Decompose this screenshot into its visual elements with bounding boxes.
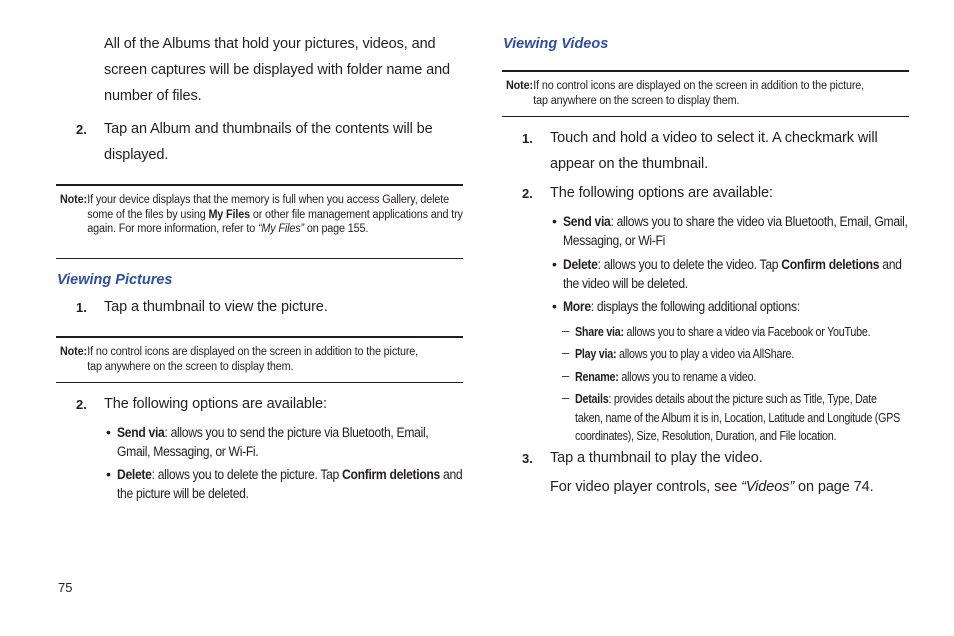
bullet-item: More: displays the following additional options: bbox=[563, 299, 800, 314]
note-text: If no control icons are displayed on the screen in addition to the picture, tap anywhere on the screen to display them. bbox=[87, 346, 419, 373]
step-text: The following options are available: bbox=[104, 396, 327, 412]
dash-icon: – bbox=[562, 323, 570, 338]
dash-icon: – bbox=[562, 368, 570, 383]
bullet-icon: • bbox=[552, 298, 557, 314]
note-label: Note: bbox=[60, 194, 87, 206]
note-top-rule bbox=[56, 336, 463, 338]
dash-icon: – bbox=[562, 390, 570, 405]
dash-icon: – bbox=[562, 345, 570, 360]
note-box bbox=[60, 345, 436, 374]
note-box bbox=[60, 193, 464, 237]
section-heading: Viewing Pictures bbox=[57, 272, 173, 288]
step-text: Tap an Album and thumbnails of the contents will be displayed. bbox=[104, 121, 433, 163]
step-number: 2. bbox=[76, 397, 87, 412]
note-bottom-rule bbox=[56, 382, 463, 383]
bullet-item: Delete: allows you to delete the video. Tap Confirm deletions and the video will be deleted. bbox=[563, 257, 902, 291]
step-number: 3. bbox=[522, 451, 533, 466]
page-number: 75 bbox=[58, 580, 73, 595]
video-controls-reference: For video player controls, see “Videos” on page 74. bbox=[550, 479, 874, 495]
step-number: 2. bbox=[76, 122, 87, 137]
note-top-rule bbox=[56, 184, 463, 186]
bullet-icon: • bbox=[106, 466, 111, 482]
note-box bbox=[506, 79, 882, 108]
sub-option-item: Play via: allows you to play a video via AllShare. bbox=[575, 347, 794, 361]
note-bottom-rule bbox=[502, 116, 909, 117]
step-text: The following options are available: bbox=[550, 185, 773, 201]
note-label: Note: bbox=[60, 346, 87, 358]
step-number: 2. bbox=[522, 186, 533, 201]
step-text: Touch and hold a video to select it. A checkmark will appear on the thumbnail. bbox=[550, 130, 878, 172]
step-number: 1. bbox=[522, 131, 533, 146]
step-text: Tap a thumbnail to play the video. bbox=[550, 450, 763, 466]
note-text: If no control icons are displayed on the screen in addition to the picture, tap anywhere on the screen to display them. bbox=[533, 80, 865, 107]
sub-option-item: Details: provides details about the picture such as Title, Type, Date taken, name of the Album it is in, Location, Latitude and Longitude (GPS coordinates), Size, Resolution, Duration, and File location. bbox=[575, 392, 901, 443]
bullet-item: Send via: allows you to share the video via Bluetooth, Email, Gmail, Messaging, or Wi-Fi bbox=[563, 214, 908, 248]
intro-paragraph: All of the Albums that hold your pictures, videos, and screen captures will be displayed with folder name and number of files. bbox=[104, 36, 451, 104]
note-top-rule bbox=[502, 70, 909, 72]
step-number: 1. bbox=[76, 300, 87, 315]
step-text: Tap a thumbnail to view the picture. bbox=[104, 299, 328, 315]
bullet-item: Send via: allows you to send the picture via Bluetooth, Email, Gmail, Messaging, or Wi-Fi. bbox=[117, 425, 429, 459]
note-bottom-rule bbox=[56, 258, 463, 259]
bullet-item: Delete: allows you to delete the picture. Tap Confirm deletions and the picture will be deleted. bbox=[117, 467, 463, 501]
bullet-icon: • bbox=[552, 213, 557, 229]
sub-option-item: Rename: allows you to rename a video. bbox=[575, 370, 757, 384]
bullet-icon: • bbox=[552, 256, 557, 272]
note-text: If your device displays that the memory is full when you access Gallery, delete some of the files by using My Files or other file management applications and try again. For more information, refer to “My Files” on page 155. bbox=[87, 194, 463, 235]
bullet-icon: • bbox=[106, 424, 111, 440]
note-label: Note: bbox=[506, 80, 533, 92]
section-heading: Viewing Videos bbox=[503, 36, 609, 52]
sub-option-item: Share via: allows you to share a video via Facebook or YouTube. bbox=[575, 325, 871, 339]
